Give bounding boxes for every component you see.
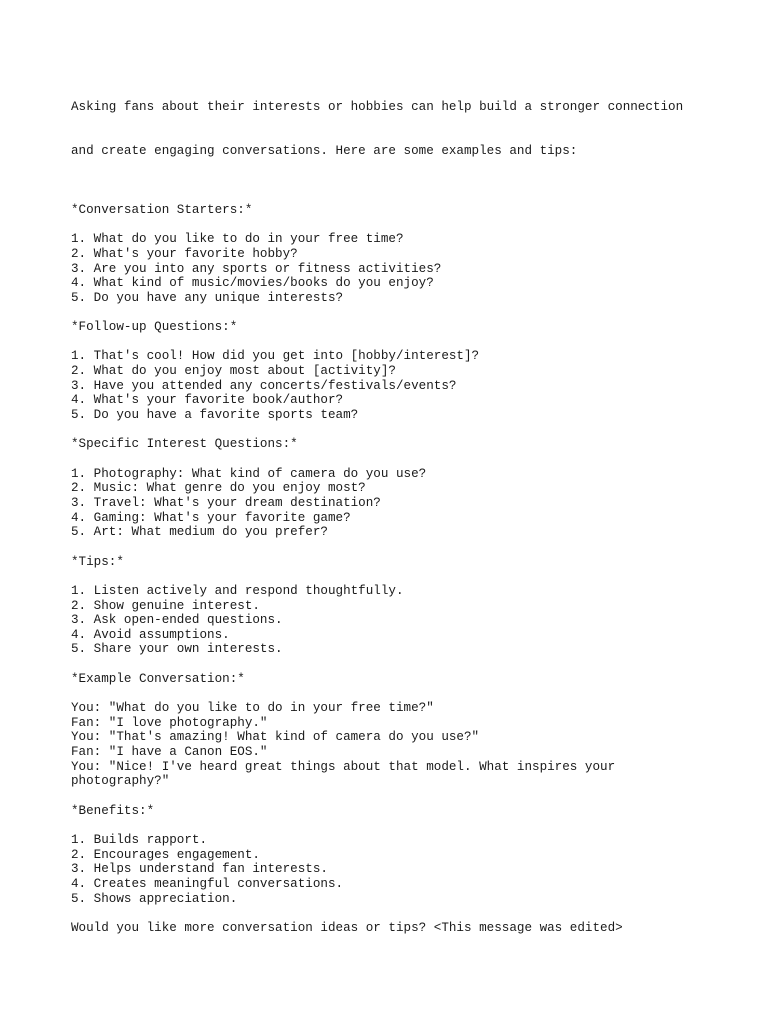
list-item: 5. Do you have any unique interests? [71,290,344,305]
list-item: 3. Travel: What's your dream destination? [71,495,381,510]
list-item: 4. Gaming: What's your favorite game? [71,510,351,525]
list-item: 3. Have you attended any concerts/festivals/events? [71,378,457,393]
dialogue-line: You: "What do you like to do in your free time?" [71,701,434,716]
section-heading: *Specific Interest Questions:* [71,437,298,452]
list-item: 1. What do you like to do in your free time? [71,232,404,247]
list-item: 5. Shows appreciation. [71,891,238,906]
section-heading: *Tips:* [71,554,124,569]
list-item: 5. Art: What medium do you prefer? [71,525,328,540]
intro-line: and create engaging conversations. Here are some examples and tips: [71,144,578,159]
list-item: 4. Creates meaningful conversations. [71,876,344,891]
list-item: 1. Photography: What kind of camera do you use? [71,466,427,481]
dialogue-line: photography?" [71,774,170,789]
section-heading: *Example Conversation:* [71,671,245,686]
dialogue-line: You: "That's amazing! What kind of camera do you use?" [71,730,480,745]
list-item: 5. Do you have a favorite sports team? [71,408,359,423]
list-item: 4. Avoid assumptions. [71,627,230,642]
tips-list [71,584,731,657]
section-heading: *Conversation Starters:* [71,202,253,217]
intro-line: Asking fans about their interests or hobbies can help build a stronger connection [71,100,684,115]
specific-interest-questions-list [71,467,731,540]
example-conversation [71,701,731,789]
list-item: 2. Encourages engagement. [71,847,260,862]
list-item: 2. Music: What genre do you enjoy most? [71,481,366,496]
list-item: 3. Helps understand fan interests. [71,862,328,877]
closing-question: Would you like more conversation ideas or tips? <This message was edited> [71,920,623,935]
dialogue-line: Fan: "I have a Canon EOS." [71,745,268,760]
list-item: 1. Listen actively and respond thoughtfully. [71,583,404,598]
list-item: 2. What's your favorite hobby? [71,246,298,261]
follow-up-questions-list [71,349,731,422]
benefits-list [71,833,731,906]
dialogue-line: You: "Nice! I've heard great things about that model. What inspires your [71,759,616,774]
section-heading: *Follow-up Questions:* [71,320,238,335]
document-page [71,71,731,950]
conversation-starters-list [71,232,731,305]
list-item: 2. What do you enjoy most about [activity]? [71,364,396,379]
list-item: 3. Ask open-ended questions. [71,613,283,628]
list-item: 3. Are you into any sports or fitness activities? [71,261,442,276]
list-item: 5. Share your own interests. [71,642,283,657]
list-item: 4. What kind of music/movies/books do you enjoy? [71,276,434,291]
list-item: 1. That's cool! How did you get into [hobby/interest]? [71,349,480,364]
dialogue-line: Fan: "I love photography." [71,715,268,730]
list-item: 2. Show genuine interest. [71,598,260,613]
list-item: 1. Builds rapport. [71,832,208,847]
intro-paragraph [71,71,731,188]
section-heading: *Benefits:* [71,803,155,818]
list-item: 4. What's your favorite book/author? [71,393,344,408]
